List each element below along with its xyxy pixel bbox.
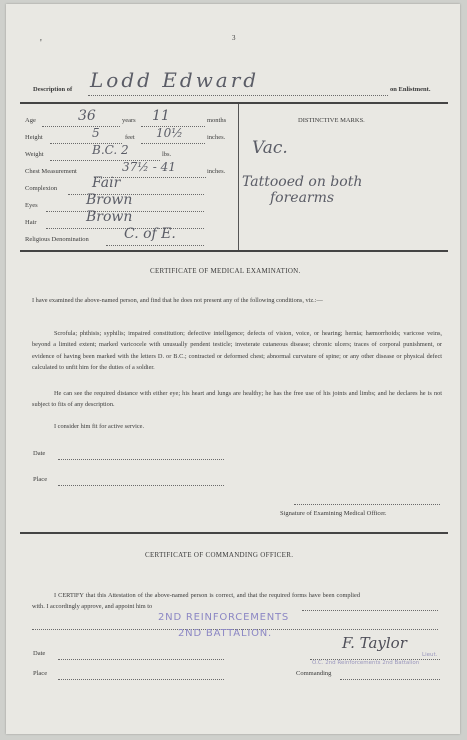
- commanding-date-dots: [58, 658, 224, 660]
- chest-label: Chest Measurement: [25, 168, 77, 175]
- page-number: 3: [232, 34, 236, 42]
- medical-date-label: Date: [33, 450, 46, 457]
- distinctive-mark-vac: Vac.: [252, 138, 288, 158]
- commanding-officer-signature: F. Taylor: [342, 634, 407, 652]
- medical-heading: CERTIFICATE OF MEDICAL EXAMINATION.: [150, 267, 301, 275]
- commanding-place-dots: [58, 678, 224, 680]
- hair-label: Hair: [25, 219, 37, 226]
- inches-label: inches.: [207, 134, 226, 141]
- table-top-rule: [20, 102, 448, 104]
- officer-rank-stamp: Lieut.: [422, 652, 438, 658]
- description-of-label: Description of: [33, 86, 73, 93]
- weight-label: Weight: [25, 151, 44, 158]
- medical-para-2: Scrofula; phthisis; syphilis; impaired constitution; defective intelligence; defects of vision, voice, or hearing; hernia; hæmorrhoids; varicose veins, beyond a limited extent; marked varicocele with unusually pendent testicle; inveterate cutaneous disease; chronic ulcers; traces of corporal punishment, or evidence of having been marked with the letters D. or B.C.; contracted or deformed chest; abnormal curvature of spine; or any other disease or physical defect calculated to unfit him for the duties of a soldier.: [32, 330, 442, 371]
- commanding-heading: CERTIFICATE OF COMMANDING OFFICER.: [145, 551, 294, 559]
- medical-signature-label: Signature of Examining Medical Officer.: [280, 510, 387, 517]
- medical-place-label: Place: [33, 476, 48, 483]
- distinctive-marks-heading: DISTINCTIVE MARKS.: [298, 117, 365, 124]
- height-label: Height: [25, 134, 43, 141]
- medical-signature-dots: [294, 503, 440, 505]
- appoint-dots: [302, 609, 438, 611]
- on-enlistment-label: on Enlistment.: [390, 86, 431, 93]
- religion-label: Religious Denomination: [25, 236, 89, 243]
- commanding-date-label: Date: [33, 650, 46, 657]
- religion-dots: [106, 244, 204, 246]
- age-years-value: 36: [78, 108, 96, 124]
- commanding-label: Commanding: [296, 670, 332, 677]
- section-rule: [20, 532, 448, 534]
- religion-value: C. of E.: [124, 226, 176, 242]
- months-label: months: [207, 117, 227, 124]
- reinforcements-stamp-line-1: 2ND REINFORCEMENTS: [158, 612, 290, 623]
- recruit-name: Lodd Edward: [90, 68, 260, 92]
- medical-date-dots: [58, 458, 224, 460]
- age-dots-1: [42, 125, 120, 127]
- complexion-value: Fair: [92, 175, 121, 191]
- reinforcements-stamp-line-2: 2ND BATTALION.: [178, 628, 273, 639]
- height-feet-value: 5: [92, 126, 100, 140]
- medical-para-1: I have examined the above-named person, and find that he does not present any of the following conditions, viz.:—: [32, 297, 323, 304]
- complexion-label: Complexion: [25, 185, 58, 192]
- height-inches-value: 10½: [156, 126, 183, 140]
- eyes-label: Eyes: [25, 202, 38, 209]
- height-dots-2: [141, 142, 205, 144]
- chest-value: 37½ - 41: [122, 160, 176, 174]
- distinctive-mark-tattoo-1: Tattooed on both: [242, 174, 363, 190]
- commanding-unit-dots: [340, 678, 440, 680]
- corner-mark: ': [40, 38, 42, 49]
- officer-unit-stamp: O.C. 2nd Reinforcements 2nd Battalion: [312, 660, 420, 666]
- medical-para-4: I consider him fit for active service.: [54, 423, 145, 430]
- table-bottom-rule: [20, 250, 448, 252]
- medical-place-dots: [58, 484, 224, 486]
- age-months-value: 11: [152, 108, 170, 124]
- name-dotted-line: [88, 94, 388, 96]
- attestation-page: [6, 4, 460, 734]
- weight-value: B.C. 2: [92, 143, 129, 157]
- distinctive-mark-tattoo-2: forearms: [270, 190, 335, 206]
- hair-value: Brown: [86, 209, 133, 225]
- medical-para-3: He can see the required distance with either eye; his heart and lungs are healthy; he has the free use of his joints and limbs; and he declares he is not subject to fits of any description.: [32, 390, 442, 409]
- years-label: years: [122, 117, 136, 124]
- feet-label: feet: [125, 134, 135, 141]
- age-label: Age: [25, 117, 36, 124]
- commanding-place-label: Place: [33, 670, 48, 677]
- commanding-para: I CERTIFY that this Attestation of the above-named person is correct, and that the required forms have been complied with. I accordingly approve, and appoint him to: [32, 592, 360, 611]
- lbs-label: lbs.: [162, 151, 172, 158]
- eyes-value: Brown: [86, 192, 133, 208]
- chest-inches-label: inches.: [207, 168, 226, 175]
- table-divider: [238, 104, 239, 250]
